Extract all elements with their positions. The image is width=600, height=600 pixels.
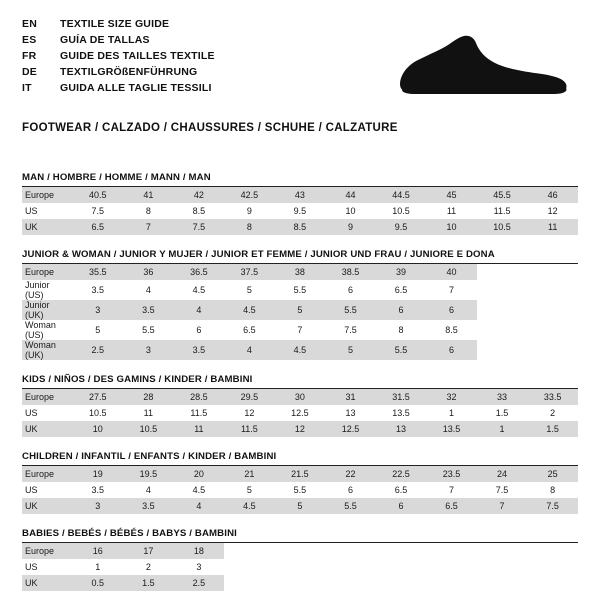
size-cell: 17 [123,543,174,559]
size-cell: 10 [325,203,376,219]
size-cell: 42.5 [224,187,275,203]
size-cell [275,559,326,575]
size-cell: 10 [73,421,124,437]
size-cell: 3.5 [174,340,225,360]
size-cell: 5.5 [376,340,427,360]
size-cell: 27.5 [73,389,124,405]
language-code: IT [22,82,32,94]
table-row [22,280,578,300]
size-cell: 6.5 [224,320,275,340]
size-cell: 25 [527,466,578,482]
row-label: US [22,203,73,219]
language-code: DE [22,66,37,78]
size-cell: 5.5 [275,280,326,300]
size-cell: 1 [477,421,528,437]
size-section [22,374,578,437]
size-cell: 33.5 [527,389,578,405]
size-cell [527,320,578,340]
size-cell: 46 [527,187,578,203]
size-cell: 7 [426,482,477,498]
row-label: Europe [22,389,73,405]
language-title: GUIDE DES TAILLES TEXTILE [60,50,215,62]
size-cell: 7 [477,498,528,514]
size-cell: 1 [73,559,124,575]
row-label: US [22,405,73,421]
size-cell: 6.5 [376,280,427,300]
language-row [22,16,578,32]
table-row [22,203,578,219]
size-cell [325,575,376,591]
size-cell: 6.5 [376,482,427,498]
size-cell: 5 [73,320,124,340]
table-row [22,219,578,235]
row-label: Junior (US) [22,280,73,300]
size-cell: 37.5 [224,264,275,280]
row-label: Europe [22,264,73,280]
size-cell: 36 [123,264,174,280]
size-cell: 4.5 [224,300,275,320]
table-row [22,498,578,514]
size-cell: 1.5 [527,421,578,437]
size-cell: 13.5 [426,421,477,437]
table-row [22,300,578,320]
size-cell: 6 [376,498,427,514]
size-cell: 1.5 [123,575,174,591]
size-cell: 6 [426,340,477,360]
size-cell: 44 [325,187,376,203]
language-title: TEXTILGRÖßENFÜHRUNG [60,66,198,78]
size-cell: 5.5 [325,498,376,514]
size-cell [325,559,376,575]
size-cell: 16 [73,543,124,559]
size-cell: 3 [73,498,124,514]
size-cell: 9 [325,219,376,235]
size-cell: 8 [527,482,578,498]
size-cell [527,300,578,320]
size-cell: 31 [325,389,376,405]
size-cell: 3 [174,559,225,575]
size-cell: 7.5 [477,482,528,498]
size-cell: 45.5 [477,187,528,203]
size-cell: 24 [477,466,528,482]
row-label: US [22,559,73,575]
size-cell: 6.5 [426,498,477,514]
size-cell: 0.5 [73,575,124,591]
size-cell: 41 [123,187,174,203]
row-label: Europe [22,187,73,203]
size-cell: 7.5 [73,203,124,219]
size-cell: 7 [426,280,477,300]
size-cell [224,543,275,559]
size-cell: 4 [123,280,174,300]
size-cell [376,543,427,559]
table-row [22,320,578,340]
size-cell: 11.5 [477,203,528,219]
size-cell [477,575,528,591]
document-header [22,16,578,108]
size-cell: 5 [325,340,376,360]
language-title: GUÍA DE TALLAS [60,34,150,46]
size-cell: 30 [275,389,326,405]
size-cell: 12.5 [275,405,326,421]
size-cell: 11 [426,203,477,219]
row-label: UK [22,575,73,591]
table-row [22,389,578,405]
size-cell: 12 [224,405,275,421]
size-cell: 4.5 [174,482,225,498]
size-cell: 11 [174,421,225,437]
table-row [22,264,578,280]
size-cell: 33 [477,389,528,405]
table-row [22,405,578,421]
size-cell: 1.5 [477,405,528,421]
row-label: US [22,482,73,498]
row-label: Europe [22,543,73,559]
size-section [22,172,578,235]
size-cell: 28 [123,389,174,405]
size-cell: 40.5 [73,187,124,203]
language-title: GUIDA ALLE TAGLIE TESSILI [60,82,212,94]
size-cell: 10.5 [73,405,124,421]
size-cell: 5 [224,280,275,300]
size-cell: 11 [123,405,174,421]
size-cell: 13 [325,405,376,421]
section-title: JUNIOR & WOMAN / JUNIOR Y MUJER / JUNIOR ET FEMME / JUNIOR UND FRAU / JUNIORE E DONA [22,249,578,264]
size-cell: 36.5 [174,264,225,280]
size-cell: 5.5 [123,320,174,340]
size-cell [477,543,528,559]
size-cell: 3 [73,300,124,320]
size-cell: 4 [174,300,225,320]
size-cell: 4.5 [275,340,326,360]
size-cell: 20 [174,466,225,482]
size-cell [477,320,528,340]
table-row [22,482,578,498]
size-cell: 10.5 [477,219,528,235]
table-row [22,466,578,482]
table-row [22,575,578,591]
size-cell: 19.5 [123,466,174,482]
size-cell: 5.5 [275,482,326,498]
size-cell: 3.5 [123,300,174,320]
size-table [22,543,578,591]
size-cell [477,559,528,575]
size-cell: 42 [174,187,225,203]
size-cell: 45 [426,187,477,203]
size-cell: 8 [224,219,275,235]
section-title: MAN / HOMBRE / HOMME / MANN / MAN [22,172,578,187]
size-cell: 4.5 [174,280,225,300]
size-cell: 13.5 [376,405,427,421]
size-cell: 11 [527,219,578,235]
size-cell: 7 [275,320,326,340]
size-table [22,466,578,514]
size-table [22,264,578,360]
section-title: BABIES / BEBÉS / BÉBÉS / BABYS / BAMBINI [22,528,578,543]
language-title: TEXTILE SIZE GUIDE [60,18,170,30]
size-cell: 3.5 [73,482,124,498]
row-label: UK [22,498,73,514]
size-cell: 2 [527,405,578,421]
size-cell [527,280,578,300]
size-section [22,451,578,514]
size-cell: 4 [123,482,174,498]
size-cell: 39 [376,264,427,280]
size-cell: 28.5 [174,389,225,405]
size-cell: 31.5 [376,389,427,405]
size-cell: 2 [123,559,174,575]
size-cell: 2.5 [73,340,124,360]
size-cell: 22 [325,466,376,482]
row-label: Europe [22,466,73,482]
size-cell: 32 [426,389,477,405]
size-table [22,389,578,437]
size-cell: 6 [376,300,427,320]
size-cell: 35.5 [73,264,124,280]
size-cell: 8.5 [174,203,225,219]
size-cell: 38 [275,264,326,280]
size-cell: 6 [426,300,477,320]
size-cell [275,543,326,559]
size-cell: 23.5 [426,466,477,482]
size-cell: 6.5 [73,219,124,235]
size-cell: 9.5 [376,219,427,235]
table-row [22,340,578,360]
size-cell [527,340,578,360]
size-cell [477,300,528,320]
size-cell: 3.5 [73,280,124,300]
page-title: FOOTWEAR / CALZADO / CHAUSSURES / SCHUHE / CALZATURE [22,122,398,134]
size-cell: 9.5 [275,203,326,219]
size-cell: 10 [426,219,477,235]
dress-shoe-icon [392,32,572,102]
size-cell [477,340,528,360]
table-row [22,421,578,437]
size-table [22,187,578,235]
size-cell [426,559,477,575]
row-label: UK [22,421,73,437]
size-cell: 11.5 [174,405,225,421]
size-cell [426,575,477,591]
row-label: UK [22,219,73,235]
size-cell: 21 [224,466,275,482]
size-cell [527,543,578,559]
size-cell: 19 [73,466,124,482]
size-cell [325,543,376,559]
size-section [22,528,578,591]
size-cell: 5 [275,498,326,514]
table-row [22,559,578,575]
size-cell: 8.5 [275,219,326,235]
table-row [22,187,578,203]
language-code: EN [22,18,37,30]
size-cell: 2.5 [174,575,225,591]
size-cell [527,559,578,575]
size-cell [224,559,275,575]
row-label: Woman (US) [22,320,73,340]
size-cell: 12 [527,203,578,219]
size-cell: 6 [174,320,225,340]
size-cell: 10.5 [376,203,427,219]
size-cell: 21.5 [275,466,326,482]
size-cell: 13 [376,421,427,437]
size-cell [426,543,477,559]
size-cell: 7.5 [325,320,376,340]
size-tables [22,172,578,591]
size-cell [376,575,427,591]
row-label: Junior (UK) [22,300,73,320]
size-cell: 38.5 [325,264,376,280]
size-cell [224,575,275,591]
size-cell [477,280,528,300]
size-cell: 4 [174,498,225,514]
size-cell: 22.5 [376,466,427,482]
size-cell: 29.5 [224,389,275,405]
size-cell: 12 [275,421,326,437]
size-cell: 5 [275,300,326,320]
size-cell [527,575,578,591]
size-cell: 12.5 [325,421,376,437]
size-cell: 44.5 [376,187,427,203]
size-cell: 43 [275,187,326,203]
size-cell: 1 [426,405,477,421]
size-cell: 10.5 [123,421,174,437]
size-cell: 7.5 [527,498,578,514]
size-cell: 7.5 [174,219,225,235]
size-cell: 3.5 [123,498,174,514]
size-cell: 6 [325,280,376,300]
language-code: ES [22,34,37,46]
size-cell: 9 [224,203,275,219]
table-row [22,543,578,559]
size-cell [477,264,528,280]
size-cell: 4.5 [224,498,275,514]
size-section [22,249,578,360]
row-label: Woman (UK) [22,340,73,360]
size-cell: 11.5 [224,421,275,437]
size-cell: 5 [224,482,275,498]
size-cell: 5.5 [325,300,376,320]
size-cell [376,559,427,575]
size-cell: 8.5 [426,320,477,340]
size-cell: 7 [123,219,174,235]
size-cell: 3 [123,340,174,360]
size-cell: 6 [325,482,376,498]
size-cell [275,575,326,591]
size-cell: 18 [174,543,225,559]
language-code: FR [22,50,37,62]
size-cell: 4 [224,340,275,360]
section-title: KIDS / NIÑOS / DES GAMINS / KINDER / BAMBINI [22,374,578,389]
size-cell [527,264,578,280]
size-cell: 40 [426,264,477,280]
size-cell: 8 [376,320,427,340]
size-cell: 8 [123,203,174,219]
section-title: CHILDREN / INFANTIL / ENFANTS / KINDER / BAMBINI [22,451,578,466]
